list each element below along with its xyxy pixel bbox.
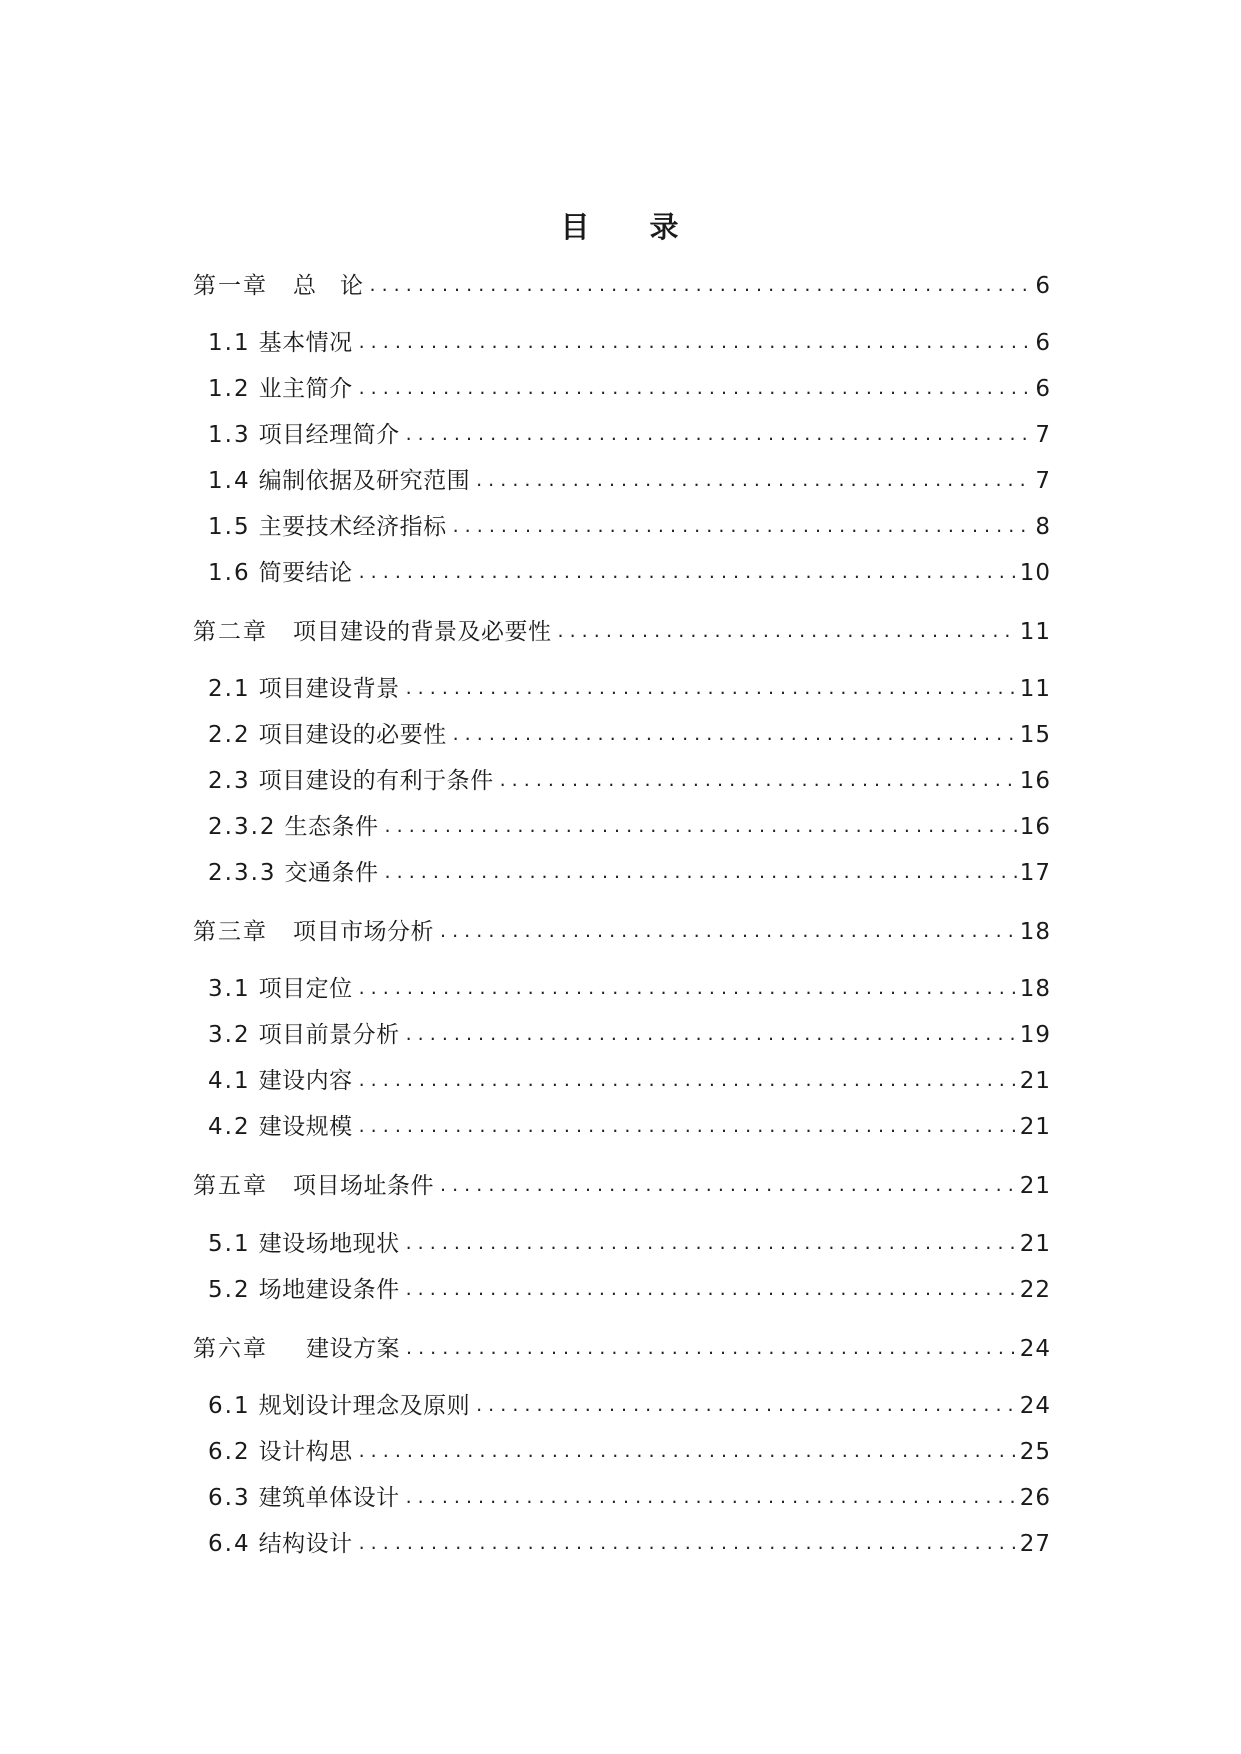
toc-entry-number: 3.2 xyxy=(208,1022,251,1048)
toc-entry-number: 4.2 xyxy=(208,1114,251,1140)
toc-entry-title: 建筑单体设计 xyxy=(258,1485,400,1511)
toc-dot-leader xyxy=(476,1387,1017,1422)
toc-page-number: 10 xyxy=(1019,560,1051,586)
toc-dot-leader xyxy=(385,808,1017,843)
toc-dot-leader xyxy=(370,267,1033,302)
toc-entry-title: 项目前景分析 xyxy=(258,1022,400,1048)
toc-page-number: 8 xyxy=(1035,514,1051,540)
toc-entry-number: 1.6 xyxy=(208,560,251,586)
toc-entry-number: 1.5 xyxy=(208,514,251,540)
toc-page-number: 25 xyxy=(1019,1439,1051,1465)
toc-section-entry[interactable] xyxy=(208,1018,1051,1052)
toc-entry-label xyxy=(208,556,353,590)
toc-entry-number: 6.3 xyxy=(208,1485,251,1511)
toc-section-entry[interactable] xyxy=(208,1389,1051,1423)
toc-section-entry[interactable] xyxy=(208,326,1051,360)
toc-entry-number: 2.2 xyxy=(208,722,251,748)
toc-entry-label xyxy=(208,1435,353,1469)
toc-chapter-entry[interactable] xyxy=(193,615,1051,649)
toc-entry-label xyxy=(193,269,364,303)
toc-entry-label xyxy=(208,1110,353,1144)
toc-entry-title: 项目建设的背景及必要性 xyxy=(293,619,552,645)
toc-section-entry[interactable] xyxy=(208,372,1051,406)
toc-entry-title: 设计构思 xyxy=(258,1439,353,1465)
toc-chapter-entry[interactable] xyxy=(193,1332,1051,1366)
toc-entry-title: 业主简介 xyxy=(258,376,353,402)
toc-entry-number: 2.3.3 xyxy=(208,860,277,886)
toc-page-number: 11 xyxy=(1019,619,1051,645)
toc-section-entry[interactable] xyxy=(208,1435,1051,1469)
toc-entry-title: 总 论 xyxy=(293,273,364,299)
toc-page-number: 22 xyxy=(1019,1277,1051,1303)
toc-entry-label xyxy=(208,464,470,498)
toc-entry-label xyxy=(208,510,447,544)
toc-entry-title: 建设内容 xyxy=(258,1068,353,1094)
toc-title-char-1: 目 xyxy=(560,210,592,244)
toc-entry-title: 项目建设的必要性 xyxy=(258,722,447,748)
toc-dot-leader xyxy=(406,1271,1017,1306)
toc-section-entry[interactable] xyxy=(208,810,1051,844)
toc-entry-title: 建设方案 xyxy=(306,1336,400,1362)
toc-entry-label xyxy=(208,810,379,844)
toc-entry-label xyxy=(193,1332,400,1366)
toc-page-number: 26 xyxy=(1019,1485,1051,1511)
toc-entry-number: 1.1 xyxy=(208,330,251,356)
toc-page-number: 24 xyxy=(1019,1336,1051,1362)
toc-page-number: 21 xyxy=(1019,1173,1051,1199)
toc-entry-label xyxy=(208,372,353,406)
toc-page-number: 24 xyxy=(1019,1393,1051,1419)
toc-entry-number: 6.4 xyxy=(208,1531,251,1557)
toc-entry-title: 项目经理简介 xyxy=(258,422,400,448)
toc-page-number: 27 xyxy=(1019,1531,1051,1557)
toc-entry-title: 建设规模 xyxy=(258,1114,353,1140)
toc-entry-title: 主要技术经济指标 xyxy=(258,514,447,540)
toc-entry-title: 项目市场分析 xyxy=(293,919,434,945)
toc-page-number: 18 xyxy=(1019,976,1051,1002)
toc-entry-number: 1.3 xyxy=(208,422,251,448)
toc-page-number: 6 xyxy=(1035,273,1051,299)
toc-section-entry[interactable] xyxy=(208,1110,1051,1144)
toc-dot-leader xyxy=(558,613,1017,648)
toc-page-number: 15 xyxy=(1019,722,1051,748)
toc-section-entry[interactable] xyxy=(208,672,1051,706)
toc-dot-leader xyxy=(440,913,1017,948)
toc-dot-leader xyxy=(476,462,1032,497)
toc-entry-label xyxy=(193,615,552,649)
toc-dot-leader xyxy=(359,324,1033,359)
toc-section-entry[interactable] xyxy=(208,972,1051,1006)
toc-entry-number: 2.1 xyxy=(208,676,251,702)
toc-entry-title: 结构设计 xyxy=(258,1531,353,1557)
toc-entry-title: 简要结论 xyxy=(258,560,353,586)
toc-entry-label xyxy=(208,1227,400,1261)
toc-entry-label xyxy=(208,672,400,706)
toc-section-entry[interactable] xyxy=(208,1064,1051,1098)
toc-entry-title: 交通条件 xyxy=(284,860,379,886)
toc-entry-label xyxy=(208,856,379,890)
toc-entry-title: 生态条件 xyxy=(284,814,379,840)
toc-entry-label xyxy=(193,915,434,949)
toc-entry-label xyxy=(208,1064,353,1098)
toc-entry-number: 2.3 xyxy=(208,768,251,794)
toc-section-entry[interactable] xyxy=(208,764,1051,798)
toc-entry-label xyxy=(208,1527,353,1561)
toc-entry-title: 项目建设背景 xyxy=(258,676,400,702)
toc-dot-leader xyxy=(359,554,1017,589)
toc-entry-label xyxy=(208,1481,400,1515)
toc-chapter-entry[interactable] xyxy=(193,1169,1051,1203)
toc-entry-label xyxy=(208,764,494,798)
toc-dot-leader xyxy=(359,370,1033,405)
toc-section-entry[interactable] xyxy=(208,1527,1051,1561)
toc-entry-title: 基本情况 xyxy=(258,330,353,356)
toc-entry-number: 6.1 xyxy=(208,1393,251,1419)
toc-page-number: 21 xyxy=(1019,1114,1051,1140)
toc-dot-leader xyxy=(406,416,1033,451)
toc-title xyxy=(0,205,1241,246)
toc-dot-leader xyxy=(453,508,1033,543)
toc-dot-leader xyxy=(406,1016,1017,1051)
toc-section-entry[interactable] xyxy=(208,510,1051,544)
toc-section-entry[interactable] xyxy=(208,856,1051,890)
toc-dot-leader xyxy=(359,1108,1017,1143)
toc-entry-title: 规划设计理念及原则 xyxy=(258,1393,471,1419)
toc-chapter-entry[interactable] xyxy=(193,915,1051,949)
toc-page-number: 6 xyxy=(1035,376,1051,402)
toc-entry-label xyxy=(193,1169,434,1203)
toc-entry-title: 项目建设的有利于条件 xyxy=(258,768,494,794)
toc-page-number: 18 xyxy=(1019,919,1051,945)
toc-dot-leader xyxy=(500,762,1017,797)
toc-section-entry[interactable] xyxy=(208,556,1051,590)
toc-entry-label xyxy=(208,1273,400,1307)
toc-section-entry[interactable] xyxy=(208,1227,1051,1261)
toc-page-number: 11 xyxy=(1019,676,1051,702)
toc-page-number: 21 xyxy=(1019,1231,1051,1257)
toc-page-number: 7 xyxy=(1035,468,1051,494)
toc-entry-number: 第二章 xyxy=(193,619,268,645)
toc-dot-leader xyxy=(385,854,1017,889)
toc-section-entry[interactable] xyxy=(208,1273,1051,1307)
toc-entry-label xyxy=(208,326,353,360)
toc-dot-leader xyxy=(359,1062,1017,1097)
toc-dot-leader xyxy=(359,1525,1017,1560)
toc-entry-number: 1.2 xyxy=(208,376,251,402)
toc-entry-number: 4.1 xyxy=(208,1068,251,1094)
toc-page-number: 6 xyxy=(1035,330,1051,356)
toc-section-entry[interactable] xyxy=(208,718,1051,752)
toc-page-number: 21 xyxy=(1019,1068,1051,1094)
toc-section-entry[interactable] xyxy=(208,1481,1051,1515)
toc-dot-leader xyxy=(359,970,1017,1005)
toc-entry-number: 第六章 xyxy=(193,1336,268,1362)
toc-page-number: 16 xyxy=(1019,768,1051,794)
toc-entry-label xyxy=(208,718,447,752)
toc-entry-number: 3.1 xyxy=(208,976,251,1002)
toc-page-number: 7 xyxy=(1035,422,1051,448)
toc-entry-number: 5.2 xyxy=(208,1277,251,1303)
toc-entry-label xyxy=(208,1389,470,1423)
toc-entry-label xyxy=(208,972,353,1006)
toc-entry-title: 项目定位 xyxy=(258,976,353,1002)
toc-dot-leader xyxy=(453,716,1017,751)
toc-entry-number: 第三章 xyxy=(193,919,268,945)
toc-entry-number: 第五章 xyxy=(193,1173,268,1199)
toc-section-entry[interactable] xyxy=(208,418,1051,452)
toc-entry-label xyxy=(208,1018,400,1052)
toc-page-number: 17 xyxy=(1019,860,1051,886)
toc-page-number: 16 xyxy=(1019,814,1051,840)
toc-chapter-entry[interactable] xyxy=(193,269,1051,303)
toc-section-entry[interactable] xyxy=(208,464,1051,498)
toc-entry-number: 6.2 xyxy=(208,1439,251,1465)
toc-title-char-2: 录 xyxy=(649,210,681,244)
toc-entry-number: 2.3.2 xyxy=(208,814,277,840)
toc-entry-title: 编制依据及研究范围 xyxy=(258,468,471,494)
toc-entry-number: 1.4 xyxy=(208,468,251,494)
toc-entry-title: 建设场地现状 xyxy=(258,1231,400,1257)
toc-dot-leader xyxy=(406,1225,1017,1260)
toc-page-number: 19 xyxy=(1019,1022,1051,1048)
toc-dot-leader xyxy=(406,1330,1017,1365)
toc-dot-leader xyxy=(406,1479,1017,1514)
toc-entry-title: 项目场址条件 xyxy=(293,1173,434,1199)
toc-entry-title: 场地建设条件 xyxy=(258,1277,400,1303)
toc-entry-label xyxy=(208,418,400,452)
toc-dot-leader xyxy=(359,1433,1017,1468)
toc-entry-number: 5.1 xyxy=(208,1231,251,1257)
toc-dot-leader xyxy=(440,1167,1017,1202)
toc-entry-number: 第一章 xyxy=(193,273,268,299)
toc-dot-leader xyxy=(406,670,1017,705)
